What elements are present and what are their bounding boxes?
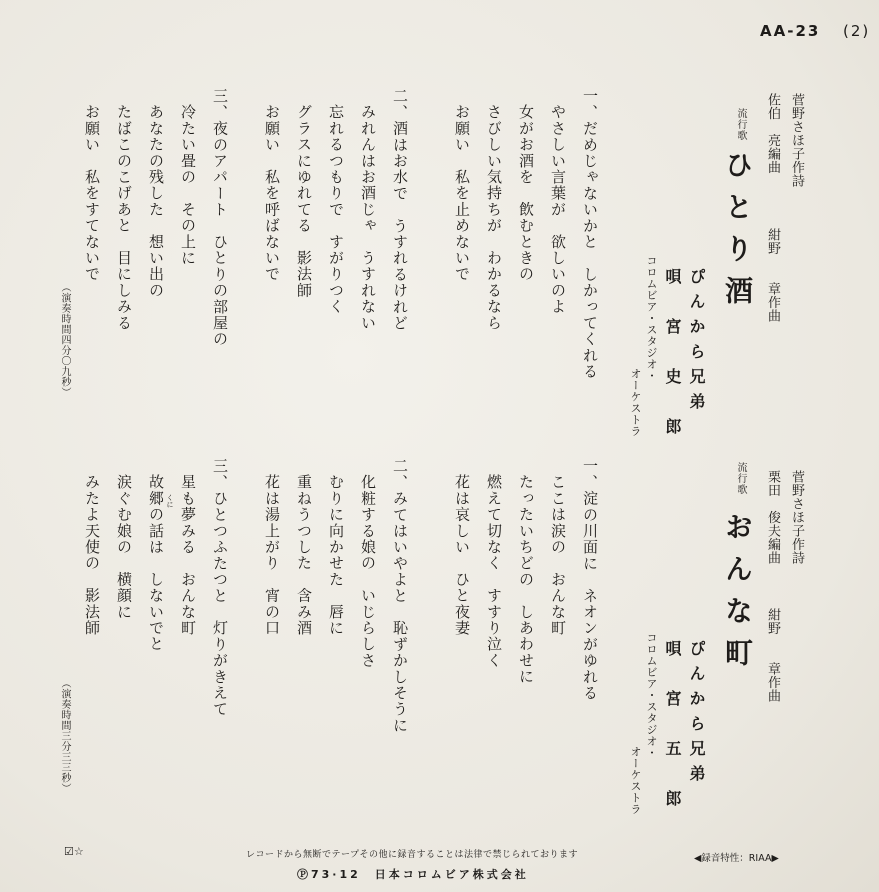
- song2-genre: 流行歌: [735, 462, 746, 495]
- song1-orchestra-line2: オーケストラ: [629, 368, 642, 437]
- side-number: (2): [843, 22, 871, 40]
- song2-verse3-line3: 故郷の話は しないでと: [147, 474, 165, 653]
- catalog-number: AA-23: [760, 22, 821, 40]
- song2-verse2-line1: 二、みてはいやよと 恥ずかしそうに: [391, 458, 409, 734]
- song1-verse1-line5: お願い 私を止めないで: [453, 104, 471, 283]
- song2-verse2-line2: 化粧する娘の いじらしさ: [359, 474, 377, 669]
- corner-mark: ☑☆: [64, 845, 84, 858]
- song1-verse3-line5: お願い 私をすてないで: [83, 104, 101, 283]
- song2-verse3-line1: 三、ひとつふたつと 灯りがきえて: [211, 458, 229, 718]
- song2-verse1-line5: 花は哀しい ひと夜妻: [453, 474, 471, 636]
- song1-duration: （演奏時間四分〇九秒）: [59, 282, 70, 398]
- song2-verse3-line5: みたよ天使の 影法師: [83, 474, 101, 636]
- song1-title: ひとり酒: [721, 150, 754, 318]
- copyright-notice: レコードから無断でテープその他に録音することは法律で禁じられております: [246, 850, 579, 860]
- song1-lyricist: 菅野さほ子作詩: [789, 93, 804, 188]
- song2-verse2-line5: 花は湯上がり 宵の口: [263, 474, 281, 636]
- song2-orchestra-line2: オーケストラ: [629, 746, 642, 815]
- song1-orchestra-line1: コロムビア・スタジオ・: [645, 255, 658, 382]
- song1-verse1-line4: さびしい気持ちが わかるなら: [485, 104, 503, 331]
- song2-verse2-line4: 重ねうつした 含み酒: [295, 474, 313, 636]
- song2-vocal: 唄 宮 五 郎: [663, 640, 682, 815]
- recording-characteristic: ◀録音特性：RIAA▶: [694, 853, 779, 864]
- song1-verse3-line2: 冷たい畳の その上に: [179, 104, 197, 266]
- song2-verse1-line1: 一、淀の川面に ネオンがゆれる: [581, 458, 599, 701]
- song2-verse1-line4: 燃えて切なく すすり泣く: [485, 474, 503, 669]
- song2-title: おんな町: [721, 512, 754, 680]
- song2-verse1-line2: ここは涙の おんな町: [549, 474, 567, 636]
- song1-composer: 紺野 章作曲: [765, 228, 780, 323]
- song2-duration: （演奏時間三分三三秒）: [59, 678, 70, 794]
- song2-lyricist: 菅野さほ子作詩: [789, 470, 804, 565]
- song1-verse2-line4: グラスにゆれてる 影法師: [295, 104, 313, 299]
- song1-verse2-line2: みれんはお酒じゃ うすれない: [359, 104, 377, 331]
- song2-verse2-line3: むりに向かせた 唇に: [327, 474, 345, 636]
- song1-verse3-line4: たばこのこげあと 目にしみる: [115, 104, 133, 331]
- song2-composer: 紺野 章作曲: [765, 608, 780, 703]
- song2-orchestra-line1: コロムビア・スタジオ・: [645, 632, 658, 759]
- song1-verse1-line2: やさしい言葉が 欲しいのよ: [549, 104, 567, 315]
- song1-verse1-line1: 一、だめじゃないかと しかってくれる: [581, 88, 599, 380]
- furigana-kuni: くに: [166, 494, 174, 508]
- song1-verse1-line3: 女がお酒を 飲むときの: [517, 104, 535, 283]
- song2-arranger: 栗田 俊夫編曲: [765, 470, 780, 565]
- song2-verse3-line2: 星も夢みる おんな町: [179, 474, 197, 636]
- song1-artist: ぴんから兄弟: [687, 268, 706, 418]
- song1-genre: 流行歌: [735, 108, 746, 141]
- song1-verse2-line3: 忘れるつもりで すがりつく: [327, 104, 345, 315]
- song1-arranger: 佐伯 亮編曲: [765, 93, 780, 174]
- song1-verse3-line1: 三、夜のアパート ひとりの部屋の: [211, 88, 229, 348]
- song1-verse2-line5: お願い 私を呼ばないで: [263, 104, 281, 283]
- song2-artist: ぴんから兄弟: [687, 640, 706, 790]
- song1-verse3-line3: あなたの残した 想い出の: [147, 104, 165, 299]
- song1-vocal: 唄 宮 史 郎: [663, 268, 682, 443]
- song2-verse3-line4: 涙ぐむ娘の 横顔に: [115, 474, 133, 620]
- company-name: Ⓟ73·12 日本コロムビア株式会社: [297, 868, 529, 881]
- song2-verse1-line3: たったいちどの しあわせに: [517, 474, 535, 685]
- song1-verse2-line1: 二、酒はお水で うすれるけれど: [391, 88, 409, 331]
